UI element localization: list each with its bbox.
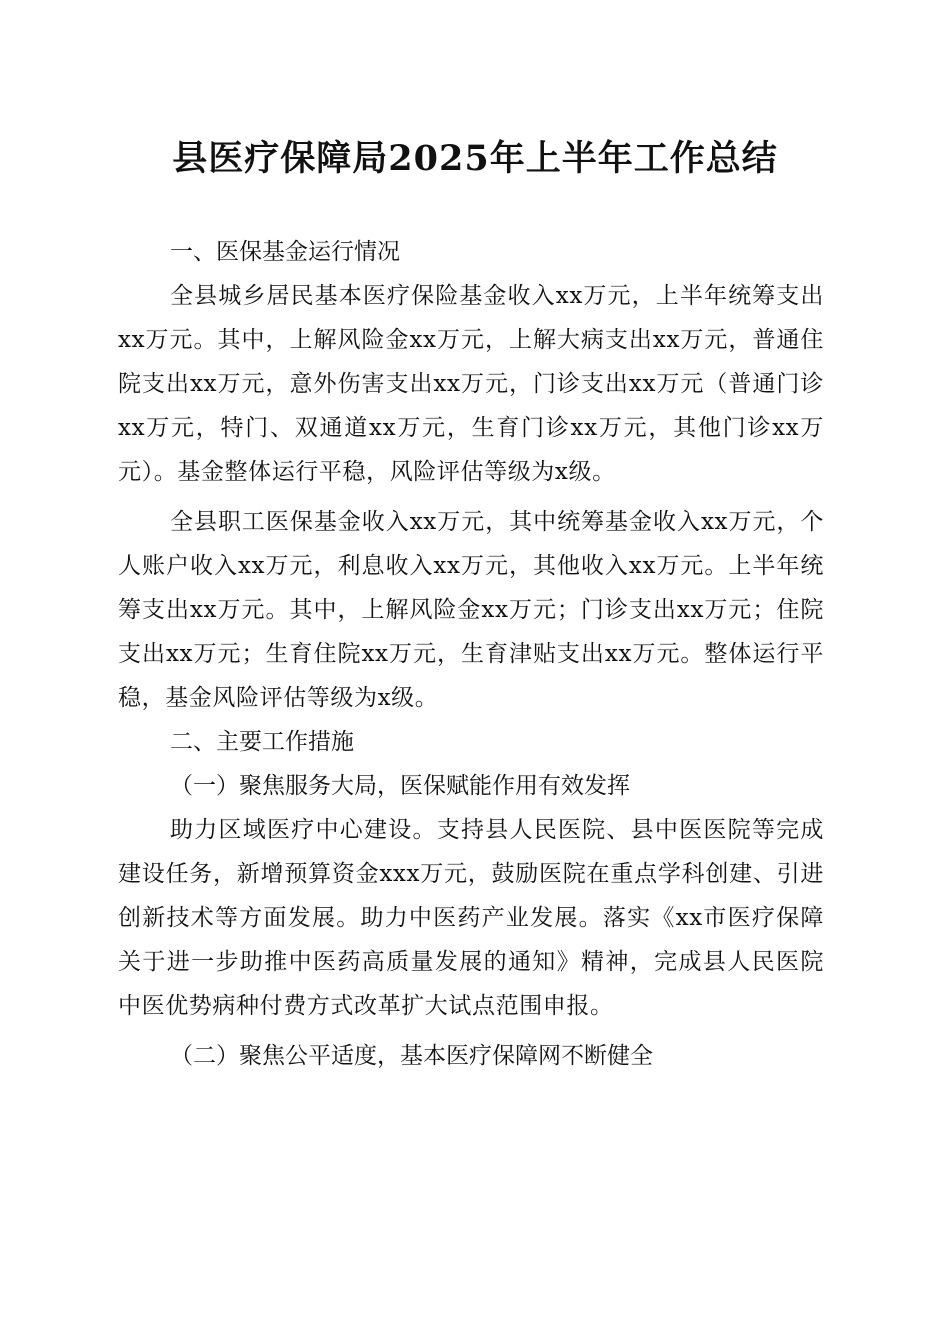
paragraph: 全县城乡居民基本医疗保险基金收入xx万元，上半年统筹支出xx万元。其中，上解风险金xx万元，上解大病支出xx万元，普通住院支出xx万元，意外伤害支出xx万元，门诊支出xx万元（普通门诊xx万元，特门、双通道xx万元，生育门诊xx万元，其他门诊xx万元）。基金整体运行平稳，风险评估等级为x级。 [118, 283, 824, 485]
section-heading: 二、主要工作措施 [170, 729, 354, 755]
paragraph: 全县职工医保基金收入xx万元，其中统筹基金收入xx万元，个人账户收入xx万元，利息收入xx万元，其他收入xx万元。上半年统筹支出xx万元。其中，上解风险金xx万元；门诊支出xx万元；住院支出xx万元；生育住院xx万元，生育津贴支出xx万元。整体运行平稳，基金风险评估等级为x级。 [118, 509, 824, 711]
subsection-heading: （二）聚焦公平适度，基本医疗保障网不断健全 [170, 1043, 653, 1069]
subsection-heading: （一）聚焦服务大局，医保赋能作用有效发挥 [170, 773, 630, 799]
paragraph: 助力区域医疗中心建设。支持县人民医院、县中医医院等完成建设任务，新增预算资金xxx万元，鼓励医院在重点学科创建、引进创新技术等方面发展。助力中医药产业发展。落实《xx市医疗保障关于进一步助推中医药高质量发展的通知》精神，完成县人民医院中医优势病种付费方式改革扩大试点范围申报。 [118, 817, 824, 1019]
document-body [118, 230, 824, 1078]
section-heading: 一、医保基金运行情况 [170, 239, 400, 265]
document-title: 县医疗保障局2025年上半年工作总结 [172, 138, 778, 179]
